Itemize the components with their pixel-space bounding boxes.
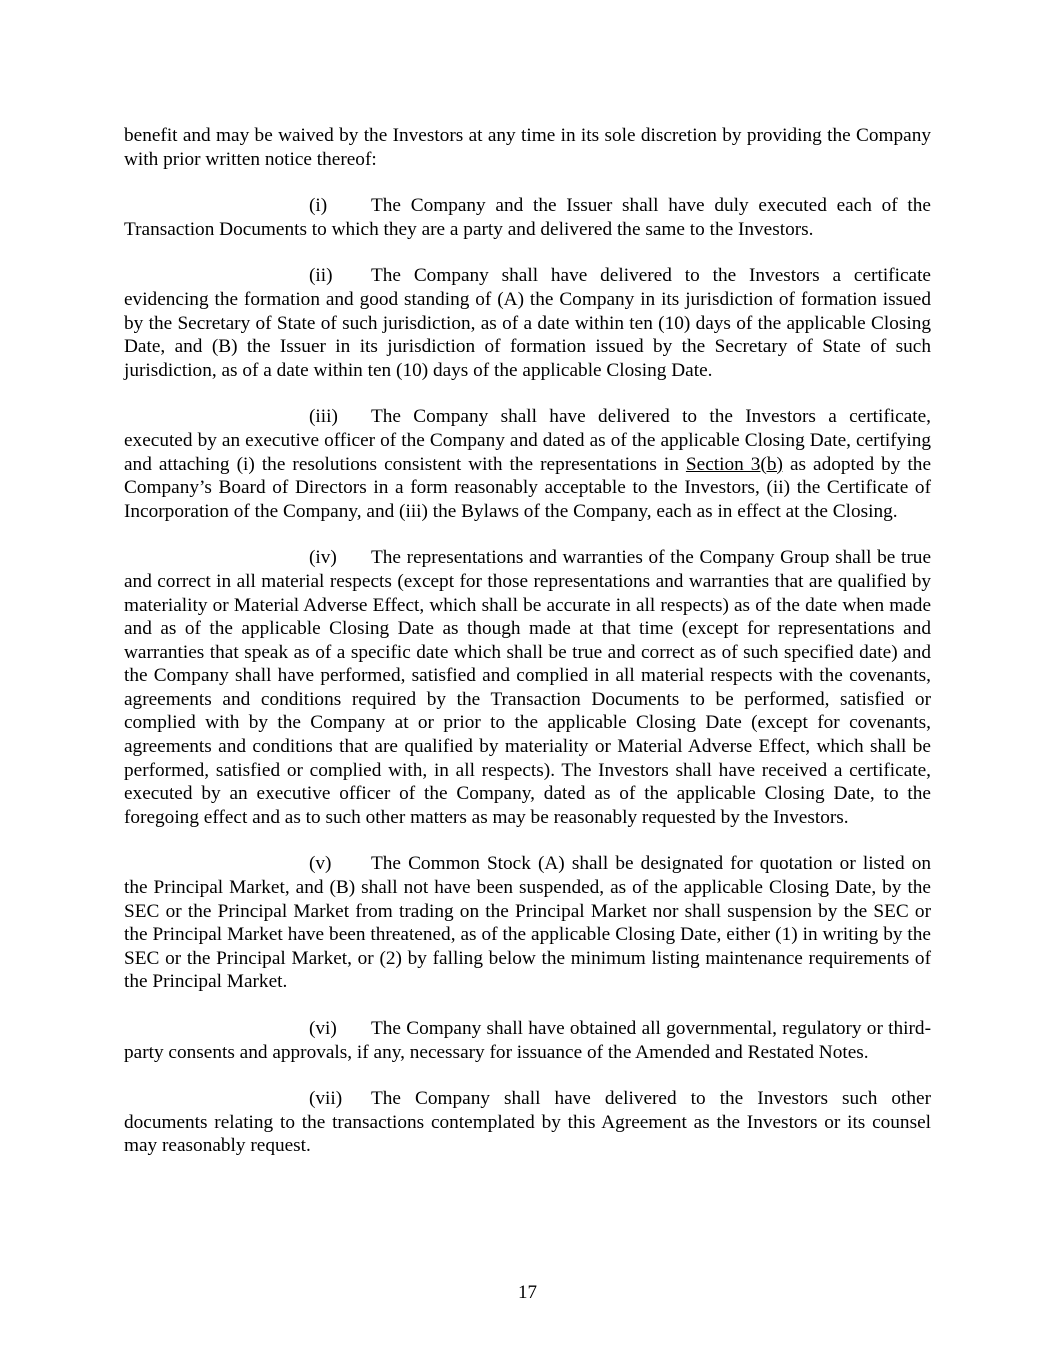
item-number: (vi) bbox=[309, 1018, 337, 1039]
item-text: The Common Stock (A) shall be designated for quotation or listed on the Principal Market, and (B) shall not have been suspended, as of the applicable Closing Date, by the SEC or the Principal Market from trading on the Principal Market nor shall suspension by the SEC or the Principal Market have been threatened, as of the applicable Closing Date, either (1) in writing by the SEC or the Principal Market, or (2) by falling below the minimum listing maintenance requirements of the Principal Market. bbox=[124, 853, 931, 993]
item-text-before: The Company shall have delivered to the Investors a certificate, executed by an executive officer of the Company and dated as of the applicable Closing Date, certifying and attaching (i) the resolutions consistent with the representations in bbox=[124, 406, 931, 475]
section-reference: Section 3(b) bbox=[685, 453, 783, 475]
item-number: (ii) bbox=[309, 265, 333, 287]
item-number: (v) bbox=[309, 853, 332, 875]
item-text: The representations and warranties of the Company Group shall be true and correct in all material respects (except for those representations and warranties that are qualified by materiality or Material Adverse Effect, which shall be accurate in all respects) as of the date when made and as of the applicable Closing Date as though made at that time (except for representations and warranties that speak as of a specific date which shall be true and correct as of such specified date) and the Company shall have performed, satisfied and complied in all material respects with the covenants, agreements and conditions required by the Transaction Documents to be performed, satisfied or complied with by the Company at or prior to the applicable Closing Date (except for covenants, agreements and conditions that are qualified by materiality or Material Adverse Effect, which shall be performed, satisfied or complied with, in all respects). The Investors shall have received a certificate, executed by an executive officer of the Company, dated as of the applicable Closing Date, to the foregoing effect and as to such other matters as may be reasonably requested by the Investors. bbox=[124, 547, 931, 828]
condition-item-iv bbox=[124, 546, 931, 829]
condition-item-v bbox=[124, 852, 931, 994]
condition-item-vi bbox=[124, 1017, 931, 1064]
item-number: (iv) bbox=[309, 547, 337, 569]
item-text-after: as adopted by the Company’s Board of Directors in a form reasonably acceptable to the Investors, (ii) the Certificate of Incorporation of the Company, and (iii) the Bylaws of the Company, each as in effect at the Closing. bbox=[124, 453, 932, 522]
condition-item-vii bbox=[124, 1087, 931, 1158]
item-number: (iii) bbox=[309, 406, 338, 428]
item-text: The Company shall have delivered to the Investors such other documents relating to the transactions contemplated by this Agreement as the Investors or its counsel may reasonably request. bbox=[124, 1088, 931, 1157]
item-text: The Company and the Issuer shall have duly executed each of the Transaction Documents to which they are a party and delivered the same to the Investors. bbox=[124, 195, 931, 240]
page-number: 17 bbox=[518, 1282, 537, 1303]
condition-item-ii bbox=[124, 264, 931, 382]
condition-item-i bbox=[124, 194, 931, 241]
condition-item-iii bbox=[124, 405, 931, 523]
item-number: (vii) bbox=[309, 1088, 343, 1110]
document-body bbox=[124, 124, 931, 1181]
item-number: (i) bbox=[309, 195, 328, 217]
intro-paragraph: benefit and may be waived by the Investors at any time in its sole discretion by providing the Company with prior written notice thereof: bbox=[124, 125, 931, 170]
item-text: The Company shall have delivered to the Investors a certificate evidencing the formation and good standing of (A) the Company in its jurisdiction of formation issued by the Secretary of State of such jurisdiction, as of a date within ten (10) days of the applicable Closing Date, and (B) the Issuer in its jurisdiction of formation issued by the Secretary of State of such jurisdiction, as of a date within ten (10) days of the applicable Closing Date. bbox=[124, 265, 931, 381]
item-text: The Company shall have obtained all governmental, regulatory or third-party consents and approvals, if any, necessary for issuance of the Amended and Restated Notes. bbox=[124, 1018, 931, 1063]
